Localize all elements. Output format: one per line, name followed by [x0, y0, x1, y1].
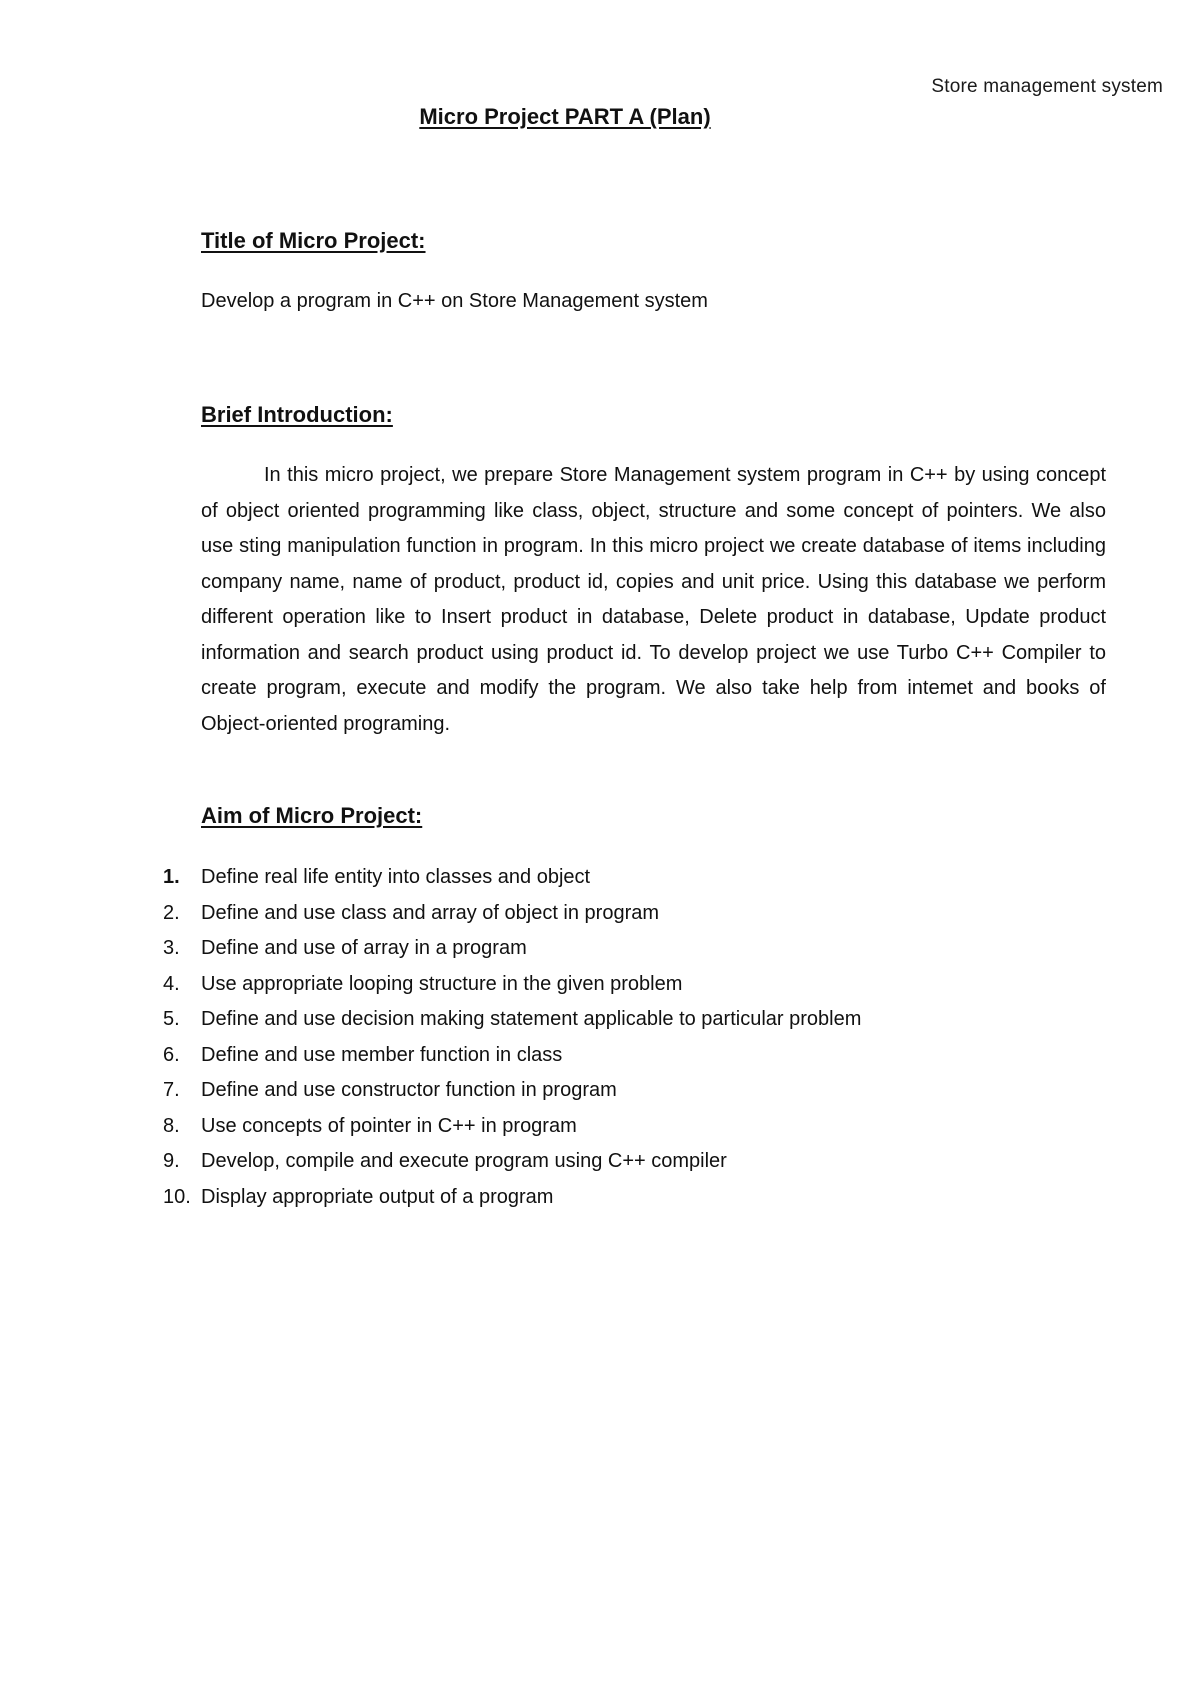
list-number: 4. — [163, 972, 180, 995]
intro-heading-section — [201, 402, 1106, 428]
intro-body-section — [201, 458, 1106, 742]
list-item — [145, 1002, 1045, 1038]
list-number: 3. — [163, 937, 180, 959]
title-heading: Title of Micro Project: — [201, 228, 426, 253]
running-header: Store management system — [931, 76, 1163, 97]
list-text: Display appropriate output of a program — [201, 1185, 554, 1208]
list-text: Use appropriate looping structure in the given problem — [201, 972, 683, 995]
list-text: Define and use decision making statement applicable to particular problem — [201, 1008, 862, 1030]
list-item — [145, 967, 1045, 1003]
intro-heading: Brief Introduction: — [201, 402, 393, 427]
list-item — [145, 896, 1045, 932]
list-text: Define and use of array in a program — [201, 937, 527, 959]
list-number: 7. — [163, 1079, 180, 1101]
list-number: 2. — [163, 901, 180, 924]
aim-heading-section — [201, 803, 1106, 829]
list-number: 10. — [163, 1185, 191, 1208]
project-title-text: Develop a program in C++ on Store Management system — [201, 290, 708, 312]
list-item — [145, 1073, 1045, 1109]
list-text: Develop, compile and execute program using C++ compiler — [201, 1150, 727, 1172]
aim-list — [145, 860, 1045, 1215]
list-item — [145, 1144, 1045, 1180]
list-text: Define and use member function in class — [201, 1043, 563, 1066]
list-number: 8. — [163, 1114, 180, 1137]
list-item — [145, 931, 1045, 967]
aim-heading: Aim of Micro Project: — [201, 803, 423, 828]
list-number: 5. — [163, 1008, 180, 1030]
list-item — [145, 1038, 1045, 1074]
list-number: 9. — [163, 1150, 180, 1172]
list-text: Use concepts of pointer in C++ in program — [201, 1114, 577, 1137]
list-text: Define real life entity into classes and object — [201, 866, 591, 888]
list-item — [145, 1109, 1045, 1145]
intro-paragraph: In this micro project, we prepare Store Management system program in C++ by using concept of object oriented programming like class, object, structure and some concept of pointers. We also use sting manipulation function in program. In this micro project we create database of items including company name, name of product, product id, copies and unit price. Using this database we perform different operation like to Insert product in database, Delete product in database, Update product information and search product using product id. To develop project we use Turbo C++ Compiler to create program, execute and modify the program. We also take help from intemet and books of Object-oriented programing. — [201, 464, 1106, 735]
list-item — [145, 860, 1045, 896]
page-title: Micro Project PART A (Plan) — [419, 104, 711, 129]
list-number: 1. — [163, 866, 180, 888]
list-item — [145, 1180, 1045, 1216]
title-section — [201, 228, 1106, 254]
title-text-section — [201, 290, 1106, 313]
list-number: 6. — [163, 1043, 180, 1066]
list-text: Define and use class and array of object in program — [201, 901, 660, 924]
list-text: Define and use constructor function in program — [201, 1079, 617, 1101]
